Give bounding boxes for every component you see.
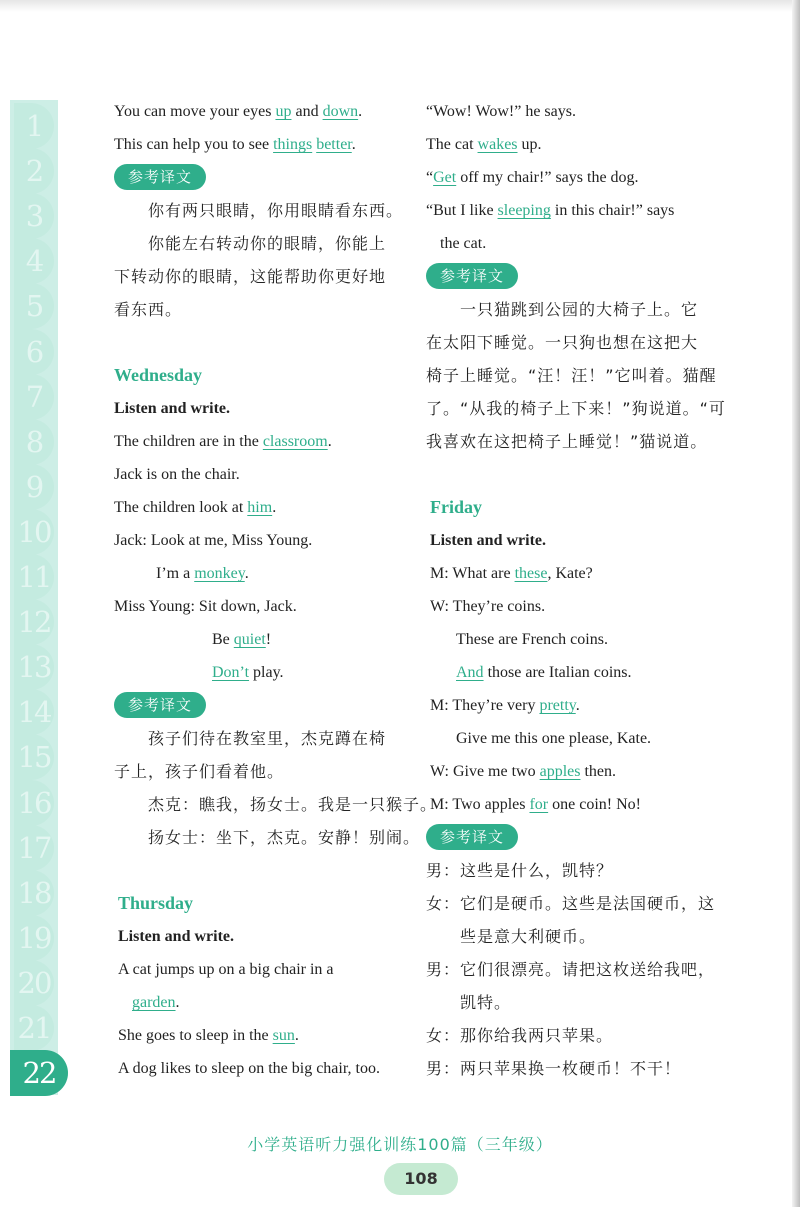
book-title: 小学英语听力强化训练100篇（三年级） (247, 1135, 553, 1154)
text-line: A dog likes to sleep on the big chair, too. (118, 1060, 380, 1077)
translation-badge: 参考译文 (114, 164, 206, 190)
right-column (426, 95, 736, 1085)
top-edge-shade (0, 0, 800, 12)
unit-tab-7[interactable]: 7 (14, 374, 54, 420)
answer-blank: classroom (262, 433, 328, 450)
text-line: W: They’re coins. (430, 598, 546, 615)
answer-blank: things (273, 136, 313, 153)
translation-badge: 参考译文 (114, 692, 206, 718)
text-line: I’m a monkey. (156, 565, 249, 582)
text-line: She goes to sleep in the sun. (118, 1027, 299, 1044)
unit-tab-20[interactable]: 20 (14, 960, 54, 1006)
text-line: garden. (132, 994, 180, 1011)
text-line: Don’t play. (212, 664, 284, 681)
answer-blank: these (514, 565, 548, 582)
translation-line: 杰克：瞧我，扬女士。我是一只猴子。 (148, 795, 438, 814)
page-number: 108 (384, 1163, 458, 1195)
unit-tab-12[interactable]: 12 (14, 599, 54, 645)
unit-tab-6[interactable]: 6 (14, 329, 54, 375)
answer-blank: for (529, 796, 549, 813)
unit-tab-22[interactable]: 22 (10, 1050, 68, 1096)
text-line: Be quiet! (212, 631, 272, 648)
unit-tab-1[interactable]: 1 (14, 103, 54, 149)
section-heading-wednesday: Wednesday (114, 365, 203, 385)
answer-blank: better (316, 136, 352, 153)
instruction: Listen and write. (114, 400, 230, 417)
translation-line: 男：两只苹果换一枚硬币！不干！ (426, 1059, 682, 1078)
answer-blank: monkey (194, 565, 245, 582)
unit-tab-5[interactable]: 5 (14, 283, 54, 329)
translation-line: 扬女士：坐下，杰克。安静！别闹。 (148, 828, 421, 847)
translation-line: 男：它们很漂亮。请把这枚送给我吧， (426, 960, 716, 979)
unit-tab-16[interactable]: 16 (14, 780, 54, 826)
translation-line: 你有两只眼睛，你用眼睛看东西。 (148, 201, 404, 220)
text-line: Jack is on the chair. (114, 466, 240, 483)
text-line: “But I like sleeping in this chair!” says (426, 202, 675, 219)
unit-tab-11[interactable]: 11 (14, 554, 54, 600)
section-heading-thursday: Thursday (118, 893, 194, 913)
unit-tab-14[interactable]: 14 (14, 689, 54, 735)
translation-line: 些是意大利硬币。 (460, 927, 597, 946)
translation-line: 在太阳下睡觉。一只狗也想在这把大 (426, 333, 699, 352)
text-line: The children look at him. (114, 499, 277, 516)
answer-blank: wakes (477, 136, 518, 153)
text-line: Jack: Look at me, Miss Young. (114, 532, 313, 549)
answer-blank: Don’t (212, 664, 250, 681)
text-line: W: Give me two apples then. (430, 763, 617, 780)
unit-tab-9[interactable]: 9 (14, 464, 54, 510)
translation-badge: 参考译文 (426, 263, 518, 289)
text-line: Give me this one please, Kate. (456, 730, 652, 747)
translation-line: 凯特。 (460, 993, 512, 1012)
text-line: These are French coins. (456, 631, 608, 648)
text-line: the cat. (440, 235, 487, 252)
section-heading-friday: Friday (430, 497, 482, 517)
text-line: M: Two apples for one coin! No! (430, 796, 641, 813)
unit-tab-8[interactable]: 8 (14, 419, 54, 465)
right-edge-shade (792, 0, 800, 1207)
text-line: The children are in the classroom. (114, 433, 332, 450)
answer-blank: sun (272, 1027, 295, 1044)
unit-tab-10[interactable]: 10 (14, 509, 54, 555)
translation-line: 男：这些是什么，凯特？ (426, 861, 614, 880)
answer-blank: And (456, 664, 484, 681)
translation-line: 我喜欢在这把椅子上睡觉！”猫说道。 (426, 432, 708, 451)
answer-blank: pretty (539, 697, 576, 714)
translation-line: 下转动你的眼睛，这能帮助你更好地 (114, 267, 387, 286)
translation-line: 子上，孩子们看着他。 (114, 762, 285, 781)
unit-tab-4[interactable]: 4 (14, 238, 54, 284)
translation-line: 孩子们待在教室里，杰克蹲在椅 (148, 729, 387, 748)
unit-tab-2[interactable]: 2 (14, 148, 54, 194)
unit-tab-18[interactable]: 18 (14, 870, 54, 916)
instruction: Listen and write. (118, 928, 234, 945)
answer-blank: quiet (233, 631, 266, 648)
text-line: The cat wakes up. (426, 136, 542, 153)
text-line: M: What are these, Kate? (430, 565, 593, 582)
translation-line: 你能左右转动你的眼睛，你能上 (148, 234, 387, 253)
unit-tab-13[interactable]: 13 (14, 644, 54, 690)
answer-blank: garden (132, 994, 176, 1011)
translation-line: 一只猫跳到公园的大椅子上。它 (460, 300, 699, 319)
answer-blank: up (275, 103, 292, 120)
answer-blank: down (322, 103, 359, 120)
text-line: This can help you to see things better. (114, 136, 356, 153)
translation-line: 了。“从我的椅子上下来！”狗说道。“可 (426, 399, 726, 418)
text-line: And those are Italian coins. (456, 664, 632, 681)
unit-tab-3[interactable]: 3 (14, 193, 54, 239)
text-line: Miss Young: Sit down, Jack. (114, 598, 297, 615)
answer-blank: him (247, 499, 273, 516)
unit-tab-15[interactable]: 15 (14, 734, 54, 780)
text-line: You can move your eyes up and down. (114, 103, 363, 120)
left-column (114, 95, 438, 1085)
text-line: M: They’re very pretty. (430, 697, 580, 714)
translation-badge: 参考译文 (426, 824, 518, 850)
text-line: “Get off my chair!” says the dog. (426, 169, 639, 186)
unit-tab-17[interactable]: 17 (14, 825, 54, 871)
text-line: “Wow! Wow!” he says. (426, 103, 576, 120)
text-line: A cat jumps up on a big chair in a (118, 961, 334, 978)
translation-line: 女：那你给我两只苹果。 (426, 1026, 614, 1045)
unit-tab-21[interactable]: 21 (14, 1005, 54, 1051)
instruction: Listen and write. (430, 532, 546, 549)
translation-line: 女：它们是硬币。这些是法国硬币，这 (426, 894, 716, 913)
answer-blank: Get (433, 169, 457, 186)
translation-line: 椅子上睡觉。“汪！汪！”它叫着。猫醒 (426, 366, 717, 385)
answer-blank: apples (539, 763, 581, 780)
translation-line: 看东西。 (114, 300, 183, 319)
answer-blank: sleeping (497, 202, 551, 219)
unit-tab-19[interactable]: 19 (14, 915, 54, 961)
